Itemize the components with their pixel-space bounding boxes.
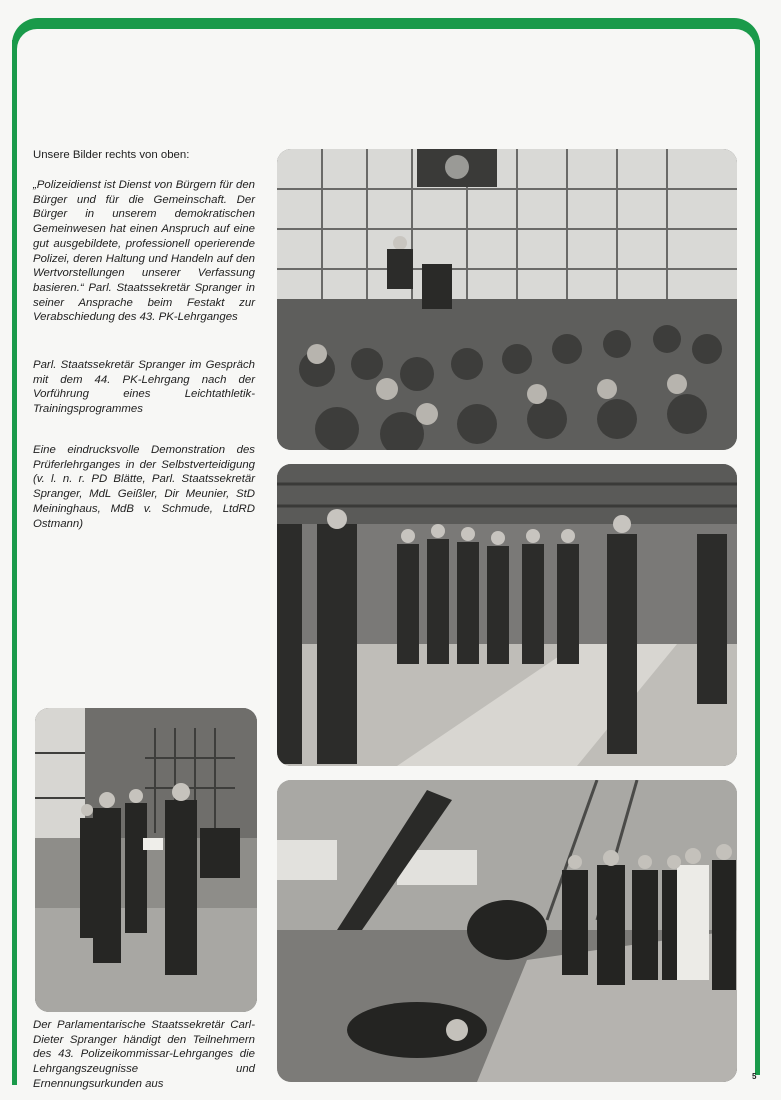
caption-speech: „Polizeidienst ist Dienst von Bürgern für den Bürger und für die Gemeinschaft. Der Bürger in unserem demokratischen Gemeinwesen hat einen Anspruch auf eine gut ausgebildete, professionell operierende Polizei, deren Haltung und Handeln auf den Wertvorstellungen unserer Verfassung basieren.“ Parl. Staatssekretär Spranger in seiner Ansprache beim Festakt zur Verabschiedung des 43. PK-Lehrganges: [33, 179, 255, 324]
photo-training-group: [277, 464, 737, 766]
photo-self-defense: [277, 780, 737, 1082]
photo-certificates: [35, 708, 257, 1012]
photo-ceremony-speech: [277, 149, 737, 450]
frame-inner-mask: [17, 29, 755, 69]
green-frame-right: [755, 40, 760, 1075]
caption-certificates: Der Parlamentarische Staatssekretär Carl-Dieter Spranger händigt den Teilnehmern des 43. Polizeikommissar-Lehrganges die Lehrgangszeugnisse und Ernennungsurkunden aus: [33, 1019, 255, 1090]
caption-self-defense: Eine eindrucksvolle Demonstration des Prüferlehrganges in der Selbstverteidigung (v. l. n. r. PD Blätte, Parl. Staatssekretär Spranger, MdL Geißler, Dir Meunier, StD Meininghaus, MdB v. Schmude, LtdRD Ostmann): [33, 444, 255, 530]
green-frame-left: [12, 40, 17, 1085]
caption-conversation: Parl. Staatssekretär Spranger im Gespräch mit dem 44. PK-Lehrgang nach der Vorführung eines Leichtathletik-Trainingsprogrammes: [33, 359, 255, 416]
captions-heading: Unsere Bilder rechts von oben:: [33, 149, 190, 161]
page-number: 5: [752, 1072, 757, 1081]
